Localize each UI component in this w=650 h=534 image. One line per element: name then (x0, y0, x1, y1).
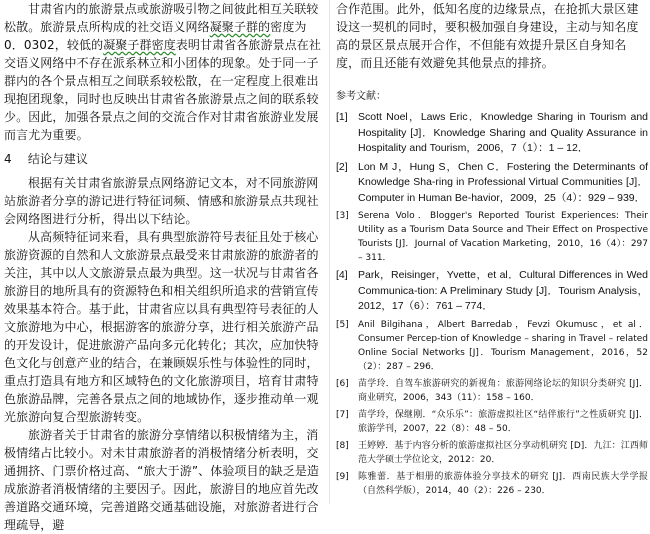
right-column (336, 0, 648, 501)
reference-item: [8] 王婷婷．基于内容分析的旅游虚拟社区分享动机研究 [D]．九江：江西师范大学硕士学位论文，2012：20． (336, 440, 648, 465)
reference-item: [2] Lon M J，Hung S，Chen C．Fostering the Determinants of Knowledge Sha-ring in Professional Virtual Communities [J]．Computer in Human Be-havior，2009，25（4）：929 – 939． (336, 160, 648, 204)
reference-item: [1] Scott Noel，Laws Eric．Knowledge Sharing in Tourism and Hospitality [J]．Knowledge Sharing and Quality Assurance in Hospitality and Tourism，2006，7（1）：1 – 12． (336, 111, 648, 154)
squiggle-text: 凝聚子群的 (209, 20, 271, 34)
reference-item: [6] 苗学玲．自驾车旅游研究的新视角：旅游网络论坛的知识分类研究 [J]．商业研究，2006，343（11）：158 – 160． (336, 378, 648, 403)
paragraph-emotion: 旅游者关于甘肃省的旅游分享情绪以积极情绪为主，消极情绪占比较小。对未甘肃旅游者的消极情绪分析表明，交通拥挤、门票价格过高、“旅大于游”、体验项目的缺乏是造成旅游者消极情绪的主要因子。因此，旅游目的地应首先改善道路交通环境，完善道路交通基础设施，对旅游者进行合理疏导，避 (4, 428, 320, 532)
text-run: 密度为0．0302，较低的 (4, 20, 307, 52)
column-divider (329, 0, 330, 504)
paragraph-high-frequency: 从高频特征词来看，具有典型旅游符号表征且处于核心旅游资源的自然和人文旅游景点最受来甘肃旅游的旅游者的关注，其中以人文旅游景点最为典型。这一状况与甘肃省各旅游目的地所具有的资源特色和相关组织所追求的营销宣传效果基本符合。基于此，甘肃省应以具有典型符号表征的人文旅游地为中心，根据游客的旅游分享，进行相关旅游产品的开发设计，促进旅游产品向多元化转化；其次，应加快特色文化与创意产业的结合，在兼顾娱乐性与体验性的同时，重点打造具有地方和区域特色的文化旅游项目，培育甘肃特色旅游品牌，完善各景点之间的地域协作，逐步推动单一观光旅游向复合型旅游转变。 (4, 230, 319, 424)
left-column (4, 0, 326, 534)
paragraph-cooperation: 合作范围。此外，低知名度的边缘景点，在抢抓大景区建设这一契机的同时，要积极加强自身建设，主动与知名度高的景区景点展开合作，不但能有效提升景区自身知名度，而且还能有效避免其他景点的排挤。 (336, 2, 639, 70)
reference-item: [4] Park，Reisinger，Yvette，et al．Cultural Differences in Wed Communica-tion: A Preliminary Study [J]．Tourism Analysis，2012，17（6）：761 – 774． (336, 269, 648, 312)
reference-item: [3] Serena Volo．Blogger's Reported Tourist Experiences: Their Utility as a Tourism Data Source and Their Effect on Prospective Tourists [J]．Journal of Vacation Marketing，2010，16（4）：297 – 311． (336, 211, 648, 263)
squiggle-text: 凝聚子群密度 (103, 38, 176, 52)
references-title: 参考文献： (336, 91, 386, 102)
paragraph-cohesion-density (4, 0, 326, 144)
reference-item: [9] 陈雅蕾．基于相册的旅游体验分享技术的研究 [J]．西南民族大学学报（自然科学版），2014，40（2）：226 – 230． (336, 471, 648, 496)
paragraph-conclusion-intro: 根据有关甘肃省旅游景点网络游记文本，对不同旅游网站旅游者分享的游记进行特征词频、情感和旅游景点共现社会网络图进行分析，得出以下结论。 (4, 176, 319, 226)
text-run: 甘肃省内的旅游景点或旅游吸引物之间彼此相互关联较松散。旅游景点所构成的社交语义网络 (4, 2, 319, 34)
text-run: 表明甘肃省各旅游景点在社交语义网络中不存在派系林立和小团体的现象。处于同一子群内的各个景点相互之间联系较松散，在一定程度上很难出现抱团现象，同时也反映出甘肃省各旅游景点之间的联系较少。因此，加强各景点之间的交流合作对甘肃省旅游业发展而言尤为重要。 (4, 38, 321, 142)
section-heading (4, 150, 326, 168)
section-number: 4 (4, 152, 12, 166)
reference-item: [5] Anil Bilgihana，Albert Barredab，Fevzi Okumusc，et al．Consumer Percep-tion of Knowledge – sharing in Travel – related Online Social Networks [J]．Tourism Management，2016，52（2）：287 – 296． (336, 319, 648, 372)
section-title: 结论与建议 (27, 152, 88, 166)
reference-item: [7] 苗学玲，保继刚．“众乐乐”：旅游虚拟社区“结伴旅行”之性质研究 [J]．旅游学刊，2007，22（8）：48 – 50． (336, 409, 648, 434)
